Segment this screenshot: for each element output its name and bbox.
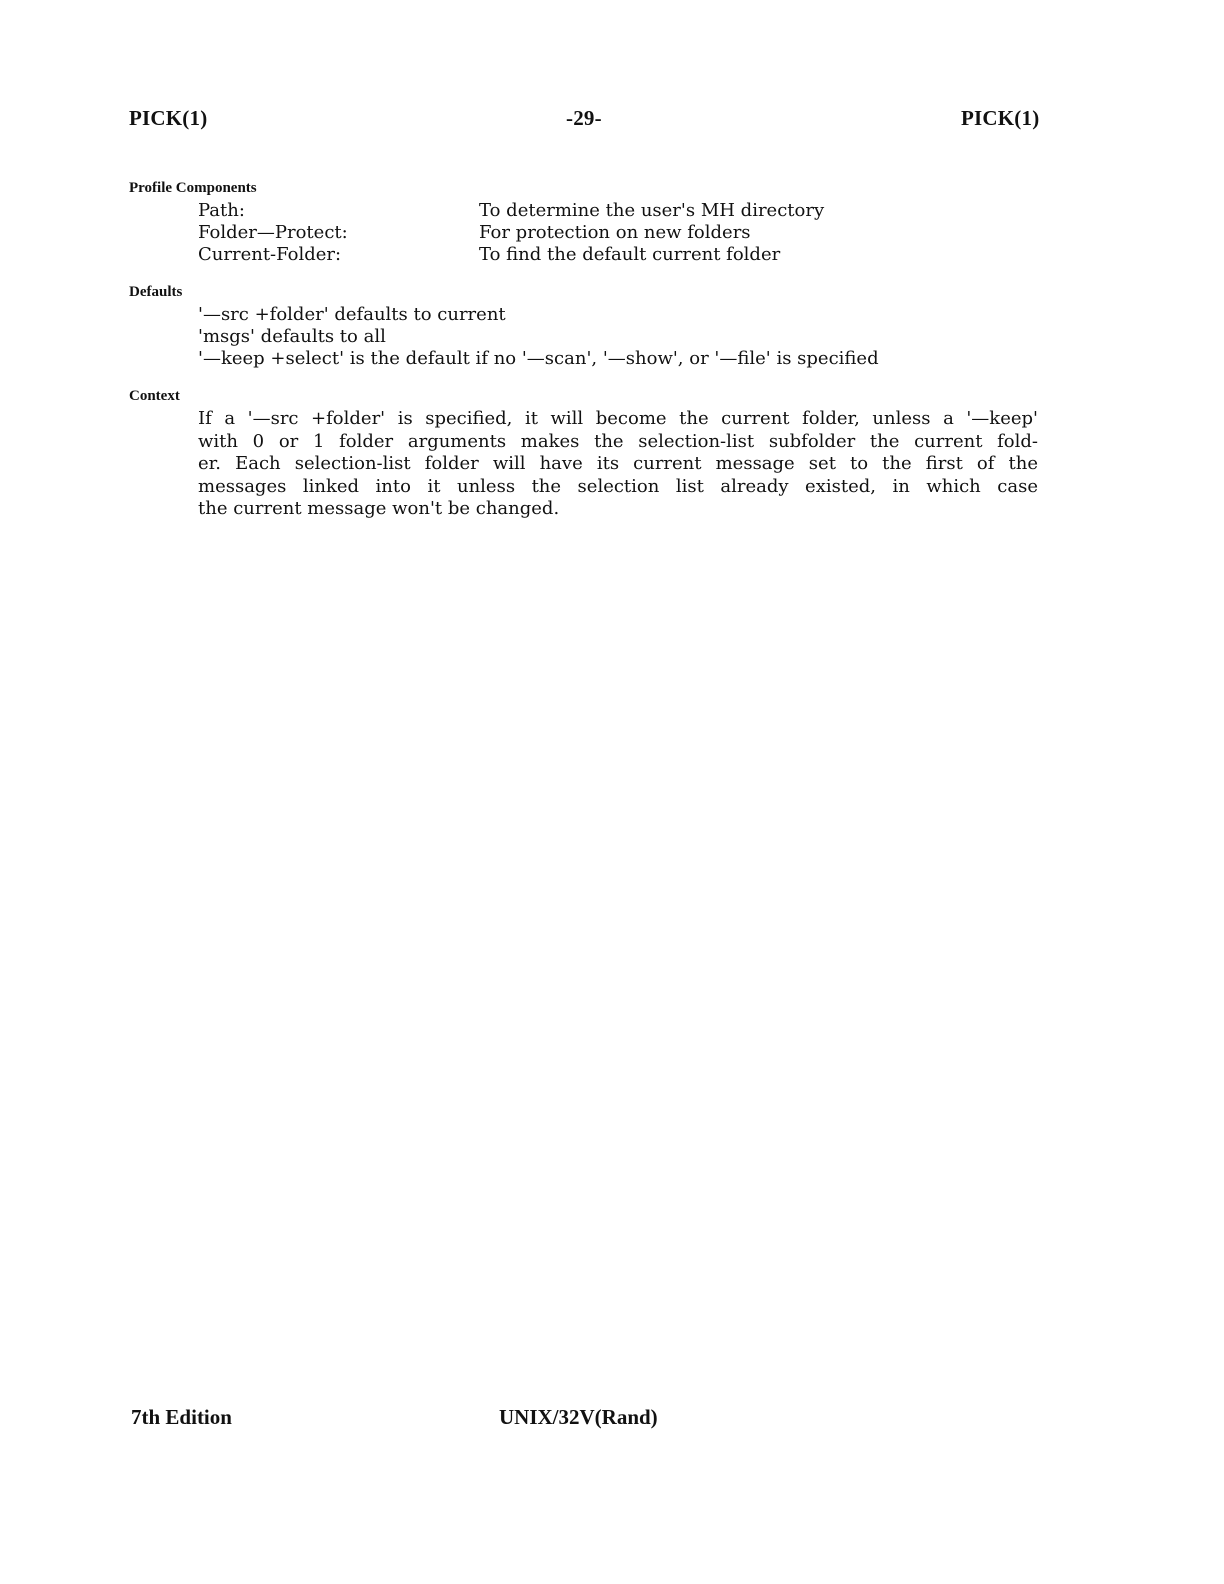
defaults-line: 'msgs' defaults to all (198, 326, 386, 347)
profile-row (198, 222, 938, 244)
profile-row-description: To find the default current folder (479, 244, 781, 265)
profile-row-label: Folder—Protect: (198, 222, 348, 243)
context-line: If a '—src +folder' is specified, it will become the current folder, unless a '—keep' (198, 408, 1038, 429)
profile-row (198, 244, 938, 266)
defaults-heading: Defaults (129, 284, 183, 300)
context-line: with 0 or 1 folder arguments makes the selection-list subfolder the current fold- (198, 431, 1038, 452)
context-heading: Context (129, 388, 180, 404)
defaults-line: '—src +folder' defaults to current (198, 304, 506, 325)
profile-row-label: Current-Folder: (198, 244, 342, 265)
defaults-line: '—keep +select' is the default if no '—scan', '—show', or '—file' is specified (198, 348, 879, 369)
context-line: er. Each selection-list folder will have its current message set to the first of the (198, 453, 1038, 474)
page-number: -29- (566, 106, 602, 130)
profile-row (198, 200, 938, 222)
footer-system: UNIX/32V(Rand) (499, 1405, 658, 1429)
profile-row-description: To determine the user's MH directory (479, 200, 825, 221)
profile-row-description: For protection on new folders (479, 222, 751, 243)
profile-row-label: Path: (198, 200, 245, 221)
context-line: the current message won't be changed. (198, 498, 560, 519)
context-line: messages linked into it unless the selection list already existed, in which case (198, 476, 1038, 497)
header-left-title: PICK(1) (129, 106, 208, 130)
footer-edition: 7th Edition (131, 1405, 232, 1429)
header-right-title: PICK(1) (961, 106, 1040, 130)
profile-components-heading: Profile Components (129, 180, 257, 196)
